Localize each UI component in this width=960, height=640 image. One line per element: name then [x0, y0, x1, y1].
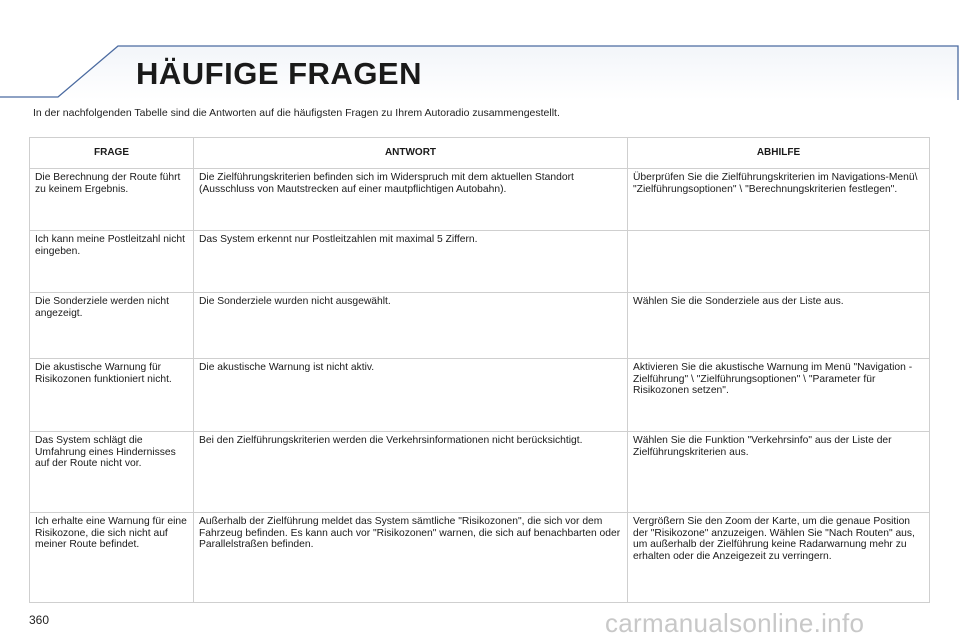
cell-antwort: Die akustische Warnung ist nicht aktiv. [194, 359, 628, 432]
table-header-row [30, 138, 930, 169]
cell-abhilfe: Überprüfen Sie die Zielführungskriterien im Navigations-Menü\ "Zielführungsoptionen" \ "Berechnungskriterien festlegen". [628, 169, 930, 231]
table-row [30, 432, 930, 513]
column-header-abhilfe: ABHILFE [628, 138, 930, 169]
cell-antwort: Bei den Zielführungskriterien werden die Verkehrsinformationen nicht berücksichtigt. [194, 432, 628, 513]
cell-antwort: Die Sonderziele wurden nicht ausgewählt. [194, 293, 628, 359]
cell-frage: Das System schlägt die Umfahrung eines Hindernisses auf der Route nicht vor. [30, 432, 194, 513]
page-number: 360 [29, 613, 50, 627]
table-row [30, 359, 930, 432]
cell-frage: Ich erhalte eine Warnung für eine Risikozone, die sich nicht auf meiner Route befindet. [30, 513, 194, 603]
table-row [30, 513, 930, 603]
cell-abhilfe [628, 231, 930, 293]
intro-text: In der nachfolgenden Tabelle sind die Antworten auf die häufigsten Fragen zu Ihrem Autoradio zusammengestellt. [33, 107, 560, 119]
watermark: carmanualsonline.info [605, 608, 865, 638]
cell-abhilfe: Wählen Sie die Sonderziele aus der Liste aus. [628, 293, 930, 359]
cell-abhilfe: Aktivieren Sie die akustische Warnung im Menü "Navigation - Zielführung" \ "Zielführungsoptionen" \ "Parameter für Risikozonen setzen". [628, 359, 930, 432]
cell-frage: Die Berechnung der Route führt zu keinem Ergebnis. [30, 169, 194, 231]
cell-antwort: Das System erkennt nur Postleitzahlen mit maximal 5 Ziffern. [194, 231, 628, 293]
cell-frage: Ich kann meine Postleitzahl nicht eingeben. [30, 231, 194, 293]
cell-antwort: Die Zielführungskriterien befinden sich im Widerspruch mit dem aktuellen Standort (Ausschluss von Mautstrecken auf einer mautpflichtigen Autobahn). [194, 169, 628, 231]
cell-abhilfe: Wählen Sie die Funktion "Verkehrsinfo" aus der Liste der Zielführungskriterien aus. [628, 432, 930, 513]
cell-abhilfe: Vergrößern Sie den Zoom der Karte, um die genaue Position der "Risikozone" anzuzeigen. Wählen Sie "Nach Routen" aus, um außerhalb der Zielführung keine Radarwarnung mehr zu erhalten oder die Anzeigezeit zu verringern. [628, 513, 930, 603]
table-row [30, 293, 930, 359]
table-row [30, 231, 930, 293]
header-decoration [0, 0, 960, 110]
column-header-antwort: ANTWORT [194, 138, 628, 169]
cell-frage: Die Sonderziele werden nicht angezeigt. [30, 293, 194, 359]
cell-antwort: Außerhalb der Zielführung meldet das System sämtliche "Risikozonen", die sich vor dem Fahrzeug befinden. Es kann auch vor "Risikozonen" warnen, die sich auf benachbarten oder Parallelstraßen befinden. [194, 513, 628, 603]
page-title: HÄUFIGE FRAGEN [136, 56, 422, 91]
column-header-frage: FRAGE [30, 138, 194, 169]
faq-table [29, 137, 930, 603]
table-row [30, 169, 930, 231]
cell-frage: Die akustische Warnung für Risikozonen funktioniert nicht. [30, 359, 194, 432]
